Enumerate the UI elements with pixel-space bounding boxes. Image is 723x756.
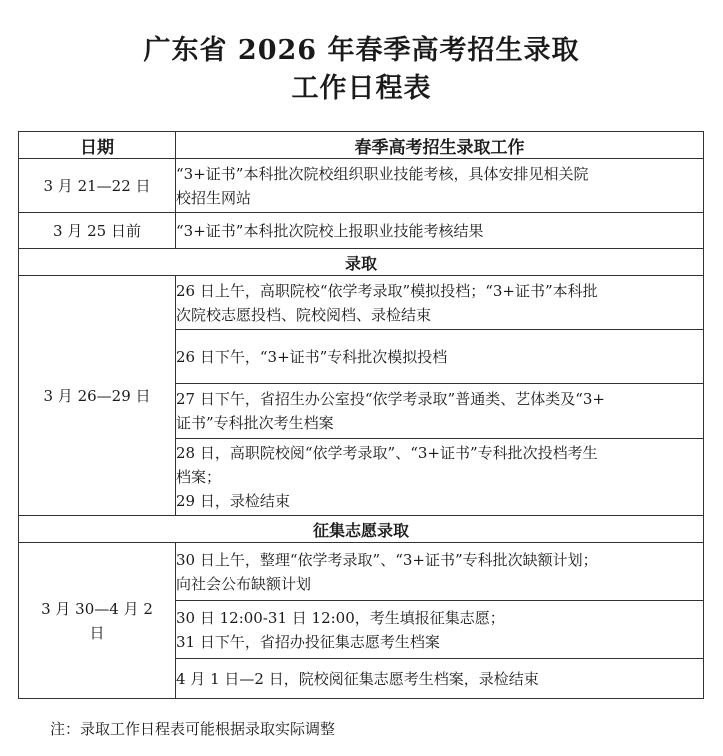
row-work — [176, 543, 704, 601]
work-line: 26 日上午，高职院校“依学考录取”模拟投档；“3+证书”本科批 — [176, 281, 598, 300]
admission-date: 3 月 26—29 日 — [19, 276, 176, 516]
section-admission: 录取 — [19, 249, 704, 276]
row-work — [176, 384, 704, 439]
table-row — [19, 276, 704, 330]
work-line: “3+证书”本科批次院校上报职业技能考核结果 — [176, 221, 484, 240]
work-line: 次院校志愿投档、院校阅档、录检结束 — [176, 305, 432, 324]
work-line: 校招生网站 — [176, 188, 252, 207]
row-work — [176, 659, 704, 699]
document-title-line1: 广东省 2026 年春季高考招生录取 — [143, 35, 580, 66]
work-line: 30 日 12:00-31 日 12:00，考生填报征集志愿； — [176, 608, 505, 627]
row-work — [176, 330, 704, 384]
table-row — [19, 543, 704, 601]
row-work — [176, 213, 704, 249]
row-work — [176, 601, 704, 659]
table-row — [19, 159, 704, 213]
row-work — [176, 439, 704, 516]
work-line: 29 日，录检结束 — [176, 492, 290, 510]
solicit-date-line: 3 月 30—4 月 2 — [41, 599, 153, 618]
row-work — [176, 276, 704, 330]
row-date: 3 月 21—22 日 — [19, 159, 176, 213]
row-date: 3 月 25 日前 — [19, 213, 176, 249]
table-row — [19, 213, 704, 249]
work-line: 4 月 1 日—2 日，院校阅征集志愿考生档案，录检结束 — [176, 669, 539, 688]
row-work — [176, 159, 704, 213]
work-line: 30 日上午，整理“依学考录取”、“3+证书”专科批次缺额计划； — [176, 550, 598, 569]
work-line: 31 日下午，省招办投征集志愿考生档案 — [176, 632, 440, 651]
section-row — [19, 249, 704, 276]
section-solicit: 征集志愿录取 — [19, 516, 704, 543]
document-title-line2: 工作日程表 — [291, 73, 432, 104]
solicit-date — [19, 543, 176, 699]
schedule-table — [18, 131, 704, 699]
header-date: 日期 — [19, 132, 176, 159]
footnote: 注：录取工作日程表可能根据录取实际调整 — [50, 720, 336, 738]
section-row — [19, 516, 704, 543]
work-line: 档案； — [176, 468, 222, 486]
work-line: 27 日下午，省招生办公室投“依学考录取”普通类、艺体类及“3+ — [176, 390, 605, 408]
table-header-row — [19, 132, 704, 159]
header-work: 春季高考招生录取工作 — [176, 132, 704, 159]
work-line: 证书”专科批次考生档案 — [176, 414, 334, 432]
work-line: “3+证书”本科批次院校组织职业技能考核，具体安排见相关院 — [176, 164, 589, 183]
work-line: 向社会公布缺额计划 — [176, 574, 312, 593]
work-line: 26 日下午，“3+证书”专科批次模拟投档 — [176, 347, 448, 366]
work-line: 28 日，高职院校阅“依学考录取”、“3+证书”专科批次投档考生 — [176, 444, 598, 462]
solicit-date-line: 日 — [89, 623, 105, 642]
